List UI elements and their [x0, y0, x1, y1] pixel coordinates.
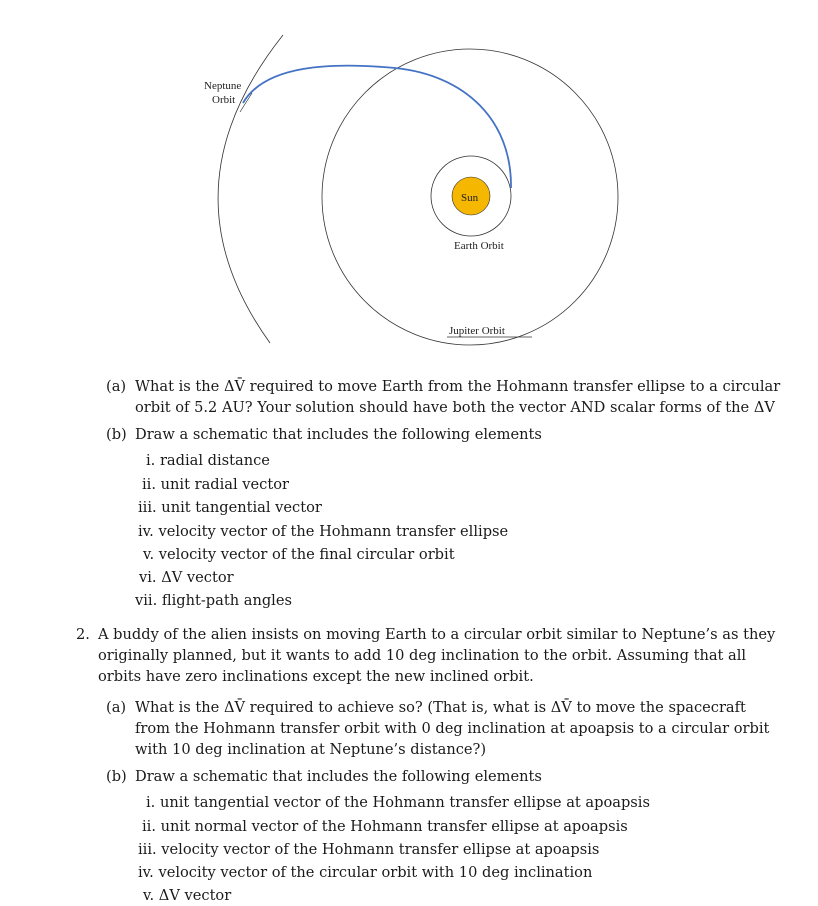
q1a-label: (a) — [106, 378, 127, 395]
q2b-item — [142, 818, 628, 836]
item-number: iv. — [138, 523, 154, 540]
item-text: unit radial vector — [160, 476, 289, 493]
jupiter-orbit-label: Jupiter Orbit — [449, 325, 505, 337]
item-text: unit tangential vector of the Hohmann transfer ellipse at apoapsis — [159, 794, 650, 811]
q1b-text: Draw a schematic that includes the following elements — [135, 426, 542, 443]
item-number: v. — [143, 546, 155, 563]
neptune-label-leader — [240, 93, 252, 112]
item-text: velocity vector of the Hohmann transfer ellipse — [158, 523, 509, 540]
q2-line3 — [98, 668, 534, 686]
q2a-label: (a) — [106, 699, 127, 716]
item-number: iii. — [138, 499, 157, 516]
q2b-label: (b) — [106, 768, 127, 785]
orbit-diagram — [0, 0, 818, 360]
q1b-item — [139, 569, 234, 587]
q1b-item — [146, 452, 270, 470]
q2a-line1 — [106, 699, 746, 717]
q1b-line — [106, 426, 542, 444]
item-number: v. — [143, 887, 155, 904]
q2a-text-line1: What is the ΔV̄ required to achieve so? (That is, what is ΔV̄ to move the spacecraft — [135, 699, 746, 716]
q1b-item — [138, 499, 322, 517]
neptune-label-line1: Neptune — [204, 80, 242, 92]
item-number: iii. — [138, 841, 157, 858]
q1b-label: (b) — [106, 426, 127, 443]
hohmann-transfer-arc — [243, 66, 511, 188]
q2b-item — [138, 864, 592, 882]
q2-line1 — [76, 626, 775, 644]
q1a-line2 — [135, 399, 775, 417]
item-number: vi. — [139, 569, 157, 586]
item-number: i. — [146, 452, 156, 469]
q2b-item — [143, 887, 231, 905]
q1b-item — [135, 592, 292, 610]
q2-text-line3: orbits have zero inclinations except the new inclined orbit. — [98, 668, 534, 685]
item-number: iv. — [138, 864, 154, 881]
q2b-item — [146, 794, 650, 812]
item-text: unit normal vector of the Hohmann transfer ellipse at apoapsis — [160, 818, 628, 835]
item-text: velocity vector of the final circular orbit — [158, 546, 455, 563]
item-text: velocity vector of the circular orbit with 10 deg inclination — [158, 864, 593, 881]
q2a-text-line2: from the Hohmann transfer orbit with 0 deg inclination at apoapsis to a circular orbit — [135, 720, 770, 737]
earth-orbit-label: Earth Orbit — [454, 240, 504, 252]
q2a-line2 — [135, 720, 769, 738]
q1b-item — [143, 546, 455, 564]
q2-number: 2. — [76, 626, 90, 643]
q2-line2 — [98, 647, 746, 665]
item-text: ΔV vector — [158, 887, 232, 904]
item-text: radial distance — [159, 452, 270, 469]
q2a-line3 — [135, 741, 486, 759]
item-number: ii. — [142, 818, 156, 835]
q1a-text-line2: orbit of 5.2 AU? Your solution should have both the vector AND scalar forms of the ΔV — [135, 399, 775, 416]
q2-text-line1: A buddy of the alien insists on moving Earth to a circular orbit similar to Neptune’s as they — [98, 626, 776, 643]
item-text: velocity vector of the Hohmann transfer ellipse at apoapsis — [161, 841, 600, 858]
q1b-item — [142, 476, 289, 494]
q2b-item — [138, 841, 599, 859]
item-number: ii. — [142, 476, 156, 493]
item-text: flight-path angles — [161, 592, 292, 609]
q1a-line1 — [106, 378, 780, 396]
q2b-line — [106, 768, 542, 786]
q1a-text-line1: What is the ΔV̄ required to move Earth from the Hohmann transfer ellipse to a circular — [135, 378, 781, 395]
neptune-label-line2: Orbit — [212, 94, 236, 106]
q2a-text-line3: with 10 deg inclination at Neptune’s distance?) — [135, 741, 487, 758]
item-number: i. — [146, 794, 156, 811]
q2b-text: Draw a schematic that includes the following elements — [135, 768, 542, 785]
item-text: ΔV vector — [161, 569, 234, 586]
q2-text-line2: originally planned, but it wants to add 10 deg inclination to the orbit. Assuming that all — [98, 647, 747, 664]
q1b-item — [138, 523, 508, 541]
item-number: vii. — [135, 592, 158, 609]
item-text: unit tangential vector — [161, 499, 322, 516]
sun-label: Sun — [461, 192, 479, 204]
